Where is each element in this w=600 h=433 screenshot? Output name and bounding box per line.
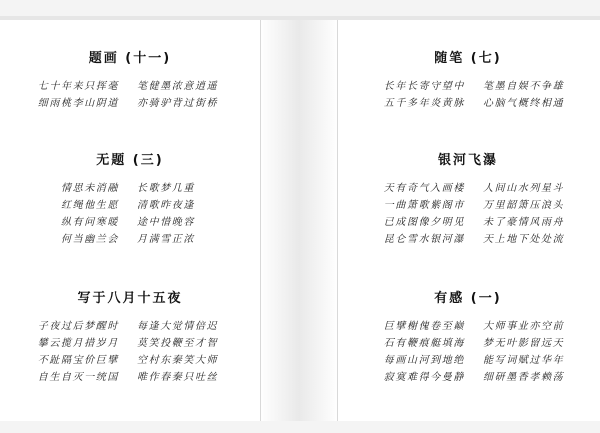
poem (338, 288, 598, 386)
right-page (338, 20, 598, 420)
verse-line: 天上地下处处流 (483, 234, 565, 245)
poem-verses (338, 318, 598, 386)
verse-line: 笔墨自娱不争雄 (483, 81, 565, 92)
poem-verses (0, 78, 260, 112)
verse-line: 纵有问寒暖 (61, 217, 119, 228)
verse-line: 心脑气概终相通 (483, 98, 565, 109)
verse-line: 莫笑投鞭至才智 (137, 338, 219, 349)
verse-line: 大师事业亦空前 (483, 321, 565, 332)
left-page (0, 20, 260, 420)
poem (0, 288, 260, 386)
verse-line: 空村东秦笑大师 (137, 355, 219, 366)
poem-verses (338, 180, 598, 248)
verse-line: 清歌昨夜逢 (137, 200, 195, 211)
verse-line: 红绳他生愿 (61, 200, 119, 211)
verse-line: 自生自灭一统国 (37, 372, 119, 383)
verse-line: 巨擘榭傀卷至巅 (383, 321, 465, 332)
verse-line: 唯作春秦只吐丝 (137, 372, 219, 383)
poem (0, 48, 260, 112)
verse-line: 亦骑驴背过街桥 (137, 98, 219, 109)
verse-line: 月满雪正浓 (137, 234, 195, 245)
verse-line: 攀云揽月措岁月 (37, 338, 119, 349)
poem (338, 150, 598, 248)
poem-title: 银河飞瀑 (437, 153, 498, 168)
verse-line: 细雨桃李山阴道 (37, 98, 119, 109)
verse-line: 天有奇气入画楼 (383, 183, 465, 194)
poem (0, 150, 260, 248)
verse-line: 一曲箫歌紫阁市 (383, 200, 465, 211)
poem-title: 写于八月十五夜 (77, 291, 183, 306)
verse-line: 已成图像夕明见 (383, 217, 465, 228)
verse-line: 未了豪情风雨舟 (483, 217, 565, 228)
verse-line: 七十年来只挥毫 (37, 81, 119, 92)
verse-line: 昆仑雪水银河瀑 (383, 234, 465, 245)
verse-line: 每画山河到地绝 (383, 355, 465, 366)
verse-line: 梦无叶影留远天 (483, 338, 565, 349)
verse-line: 五千多年炎黄脉 (383, 98, 465, 109)
poem (338, 48, 598, 112)
verse-line: 每逢大觉情倍迟 (137, 321, 219, 332)
verse-line: 途中惜晚容 (137, 217, 195, 228)
verse-line: 笔健墨浓意逍遥 (137, 81, 219, 92)
verse-line: 长歌梦几重 (137, 183, 195, 194)
poem-verses (0, 180, 260, 248)
poem-title: 题画 (十一) (88, 51, 172, 66)
verse-line: 何当幽兰会 (61, 234, 119, 245)
verse-line: 不趾隔宝价巨擘 (37, 355, 119, 366)
verse-line: 情思未消融 (61, 183, 119, 194)
verse-line: 人间山水列星斗 (483, 183, 565, 194)
poem-title: 无题 (三) (96, 153, 164, 168)
verse-line: 细研墨香孝赖荡 (483, 372, 565, 383)
verse-line: 子夜过后梦醒时 (37, 321, 119, 332)
poem-verses (338, 78, 598, 112)
verse-line: 寂寞难得今曼静 (383, 372, 465, 383)
verse-line: 能写词赋过华年 (483, 355, 565, 366)
book-gutter (260, 20, 338, 421)
verse-line: 万里韶箫压浪头 (483, 200, 565, 211)
poem-title: 有感 (一) (434, 291, 502, 306)
gutter-divider-left (260, 20, 261, 421)
verse-line: 石有鞭痕艇填海 (383, 338, 465, 349)
verse-line: 长年长寄守望中 (383, 81, 465, 92)
poem-title: 随笔 (七) (434, 51, 502, 66)
poem-verses (0, 318, 260, 386)
